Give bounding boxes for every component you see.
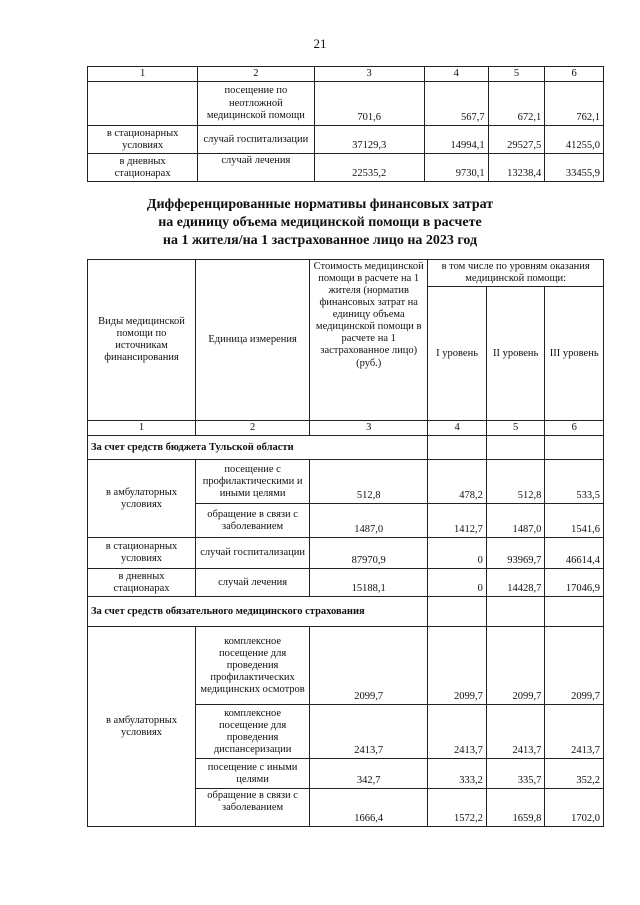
table-row bbox=[88, 460, 604, 504]
level3-value: 2413,7 bbox=[545, 705, 604, 759]
cost-value: 2413,7 bbox=[310, 705, 428, 759]
unit: комплексное посещение для проведения диспансеризации bbox=[196, 705, 310, 759]
level3-value: 46614,4 bbox=[545, 538, 604, 569]
unit: случай госпитализации bbox=[198, 126, 314, 154]
unit: случай лечения bbox=[198, 154, 314, 182]
unit: комплексное посещение для проведения профилактических медицинских осмотров bbox=[196, 627, 310, 705]
level1-value: 9730,1 bbox=[424, 154, 488, 182]
cost-value: 512,8 bbox=[310, 460, 428, 504]
header-levels-group: в том числе по уровням оказания медицинской помощи: bbox=[428, 260, 604, 287]
section-title: За счет средств бюджета Тульской области bbox=[88, 436, 428, 460]
level1-value: 1572,2 bbox=[428, 789, 487, 827]
col-number: 5 bbox=[488, 67, 545, 82]
unit: посещение с профилактическими и иными целями bbox=[196, 460, 310, 504]
unit: обращение в связи с заболеванием bbox=[196, 504, 310, 538]
unit: случай лечения bbox=[196, 569, 310, 597]
level3-value: 2099,7 bbox=[545, 627, 604, 705]
title-line: на единицу объема медицинской помощи в расчете bbox=[158, 215, 482, 230]
care-type: в амбулаторных условиях bbox=[88, 627, 196, 827]
level3-value: 1702,0 bbox=[545, 789, 604, 827]
page-number: 21 bbox=[313, 36, 327, 51]
col-number: 6 bbox=[545, 421, 604, 436]
cost-value: 37129,3 bbox=[314, 126, 424, 154]
column-number-row bbox=[88, 421, 604, 436]
cost-value: 2099,7 bbox=[310, 627, 428, 705]
level2-value: 1659,8 bbox=[486, 789, 545, 827]
header-cost: Стоимость медицинской помощи в расчете на 1 жителя (норматив финансовых затрат на единицу объема медицинской помощи в расчете на 1 застрахованное лицо) (руб.) bbox=[310, 260, 428, 421]
level2-value: 14428,7 bbox=[486, 569, 545, 597]
level3-value: 41255,0 bbox=[545, 126, 604, 154]
title-line: на 1 жителя/на 1 застрахованное лицо на 2023 год bbox=[162, 233, 478, 248]
level3-value: 352,2 bbox=[545, 759, 604, 789]
cost-value: 701,6 bbox=[314, 82, 424, 126]
header-unit: Единица измерения bbox=[196, 260, 310, 421]
level2-value: 29527,5 bbox=[488, 126, 545, 154]
col-number: 6 bbox=[545, 67, 604, 82]
col-number: 1 bbox=[88, 67, 198, 82]
col-number: 3 bbox=[310, 421, 428, 436]
care-type: в дневных стационарах bbox=[88, 154, 198, 182]
cost-value: 1666,4 bbox=[310, 789, 428, 827]
continuation-table bbox=[87, 66, 604, 182]
table-row bbox=[88, 627, 604, 705]
title-line: Дифференцированные нормативы финансовых затрат bbox=[146, 197, 494, 212]
section-row bbox=[88, 597, 604, 627]
level3-value: 33455,9 bbox=[545, 154, 604, 182]
unit: случай госпитализации bbox=[196, 538, 310, 569]
standards-table bbox=[87, 259, 604, 827]
header-level2: II уровень bbox=[486, 287, 545, 421]
level2-value: 93969,7 bbox=[486, 538, 545, 569]
table-row bbox=[88, 154, 604, 182]
cost-value: 87970,9 bbox=[310, 538, 428, 569]
care-type bbox=[88, 82, 198, 126]
level3-value: 1541,6 bbox=[545, 504, 604, 538]
section-title: За счет средств обязательного медицинского страхования bbox=[88, 597, 428, 627]
table-row bbox=[88, 82, 604, 126]
col-number: 4 bbox=[428, 421, 487, 436]
level1-value: 1412,7 bbox=[428, 504, 487, 538]
cost-value: 22535,2 bbox=[314, 154, 424, 182]
level2-value: 13238,4 bbox=[488, 154, 545, 182]
level2-value: 2413,7 bbox=[486, 705, 545, 759]
level2-value: 2099,7 bbox=[486, 627, 545, 705]
level1-value: 0 bbox=[428, 569, 487, 597]
table-row bbox=[88, 126, 604, 154]
unit: посещение с иными целями bbox=[196, 759, 310, 789]
level1-value: 14994,1 bbox=[424, 126, 488, 154]
level2-value: 1487,0 bbox=[486, 504, 545, 538]
level2-value: 672,1 bbox=[488, 82, 545, 126]
level1-value: 0 bbox=[428, 538, 487, 569]
col-number: 2 bbox=[196, 421, 310, 436]
header-level1: I уровень bbox=[428, 287, 487, 421]
level3-value: 17046,9 bbox=[545, 569, 604, 597]
unit: обращение в связи с заболеванием bbox=[196, 789, 310, 827]
table-row bbox=[88, 569, 604, 597]
col-number: 2 bbox=[198, 67, 314, 82]
level1-value: 2099,7 bbox=[428, 627, 487, 705]
col-number: 4 bbox=[424, 67, 488, 82]
section-row bbox=[88, 436, 604, 460]
level2-value: 512,8 bbox=[486, 460, 545, 504]
level1-value: 478,2 bbox=[428, 460, 487, 504]
care-type: в дневных стационарах bbox=[88, 569, 196, 597]
section-title bbox=[0, 196, 640, 250]
col-number: 5 bbox=[486, 421, 545, 436]
header-care-type: Виды медицинской помощи по источникам финансирования bbox=[88, 260, 196, 421]
header-level3: III уровень bbox=[545, 287, 604, 421]
cost-value: 15188,1 bbox=[310, 569, 428, 597]
level1-value: 567,7 bbox=[424, 82, 488, 126]
level1-value: 333,2 bbox=[428, 759, 487, 789]
care-type: в амбулаторных условиях bbox=[88, 460, 196, 538]
column-number-row bbox=[88, 67, 604, 82]
cost-value: 1487,0 bbox=[310, 504, 428, 538]
level3-value: 533,5 bbox=[545, 460, 604, 504]
level1-value: 2413,7 bbox=[428, 705, 487, 759]
table-row bbox=[88, 538, 604, 569]
care-type: в стационарных условиях bbox=[88, 538, 196, 569]
header-row bbox=[88, 260, 604, 287]
unit: посещение по неотложной медицинской помощи bbox=[198, 82, 314, 126]
col-number: 1 bbox=[88, 421, 196, 436]
level2-value: 335,7 bbox=[486, 759, 545, 789]
cost-value: 342,7 bbox=[310, 759, 428, 789]
level3-value: 762,1 bbox=[545, 82, 604, 126]
col-number: 3 bbox=[314, 67, 424, 82]
care-type: в стационарных условиях bbox=[88, 126, 198, 154]
